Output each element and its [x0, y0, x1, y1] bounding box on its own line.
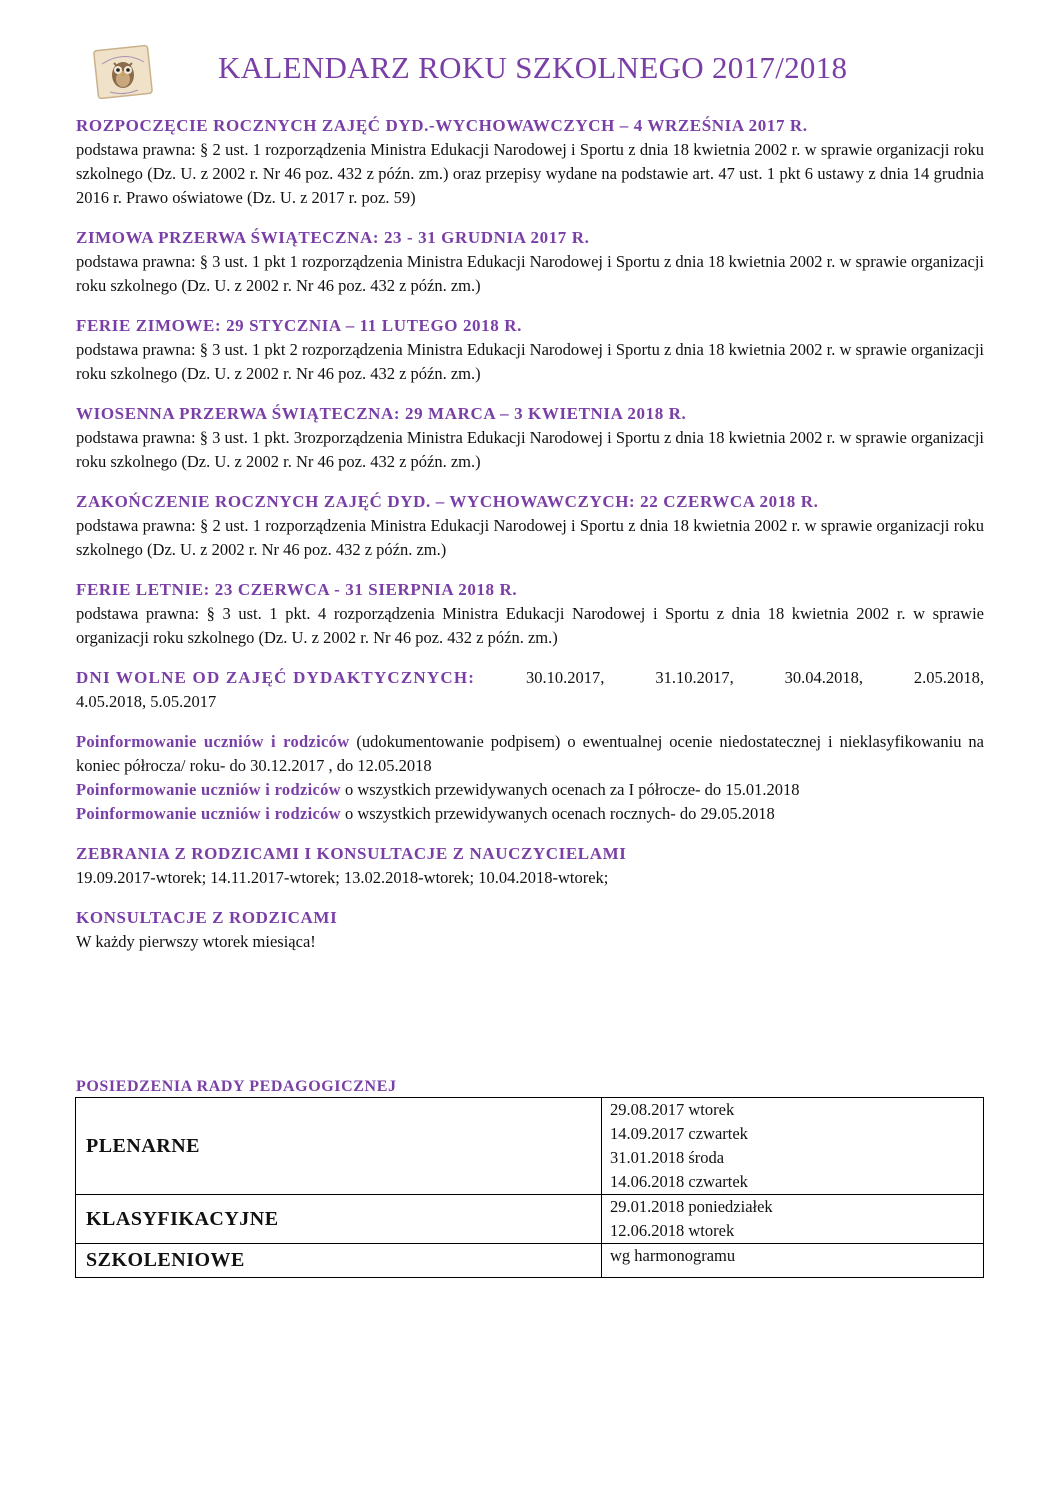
informing-text: (udokumentowanie podpisem) o ewentualnej ocenie niedostatecznej i nieklasyfikowaniu na koniec półrocza/ roku- do 30.12.2017 , do 12.05.2018 [76, 732, 985, 775]
section-summer-holidays [76, 578, 984, 650]
days-off-line [76, 666, 984, 690]
informing-line [76, 730, 984, 778]
days-off-date: 30.10.2017, [526, 668, 605, 687]
section-text: W każdy pierwszy wtorek miesiąca! [76, 932, 316, 951]
section-heading: KONSULTACJE Z RODZICAMI [76, 908, 338, 927]
section-spring-break [76, 402, 984, 474]
section-text: podstawa prawna: § 2 ust. 1 rozporządzenia Ministra Edukacji Narodowej i Sportu z dnia 18 kwietnia 2002 r. w sprawie organizacji roku szkolnego (Dz. U. z 2002 r. Nr 46 poz. 432 z późn. zm.) oraz przepisy wydane na podstawie art. 47 ust. 1 pkt 6 ustawy z dnia 14 grudnia 2016 r. Prawo oświatowe (Dz. U. z 2017 r. poz. 59) [76, 140, 984, 207]
section-heading: FERIE ZIMOWE: 29 STYCZNIA – 11 LUTEGO 2018 R. [76, 316, 522, 335]
section-heading: WIOSENNA PRZERWA ŚWIĄTECZNA: 29 MARCA – 3 KWIETNIA 2018 R. [76, 404, 687, 423]
row-label: SZKOLENIOWE [76, 1244, 602, 1278]
date-entry: 29.08.2017 wtorek [610, 1100, 735, 1119]
date-entry: 31.01.2018 środa [610, 1148, 725, 1167]
council-heading: POSIEDZENIA RADY PEDAGOGICZNEJ [76, 1078, 397, 1095]
days-off-date: 31.10.2017, [655, 668, 734, 687]
date-entry: 14.09.2017 czwartek [610, 1124, 748, 1143]
row-values [602, 1244, 984, 1278]
informing-text: o wszystkich przewidywanych ocenach za I półrocze- do 15.01.2018 [345, 780, 800, 799]
row-label: PLENARNE [76, 1098, 602, 1195]
informing-label: Poinformowanie uczniów i rodziców [76, 804, 341, 823]
section-consultations [76, 906, 984, 954]
days-off-heading: DNI WOLNE OD ZAJĘĆ DYDAKTYCZNYCH: [76, 668, 476, 687]
owl-logo-icon [92, 42, 156, 102]
table-row [76, 1195, 984, 1244]
informing-label: Poinformowanie uczniów i rodziców [76, 780, 341, 799]
section-informing [76, 730, 984, 826]
section-heading: ZIMOWA PRZERWA ŚWIĄTECZNA: 23 - 31 GRUDNIA 2017 R. [76, 228, 590, 247]
section-days-off [76, 666, 984, 714]
section-winter-holidays [76, 314, 984, 386]
section-text: podstawa prawna: § 3 ust. 1 pkt. 3rozporządzenia Ministra Edukacji Narodowej i Sportu z dnia 18 kwietnia 2002 r. w sprawie organizacji roku szkolnego (Dz. U. z 2002 r. Nr 46 poz. 432 z późn. zm.) [76, 428, 984, 471]
section-winter-break [76, 226, 984, 298]
calendar-content [76, 114, 984, 970]
section-text: podstawa prawna: § 2 ust. 1 rozporządzenia Ministra Edukacji Narodowej i Sportu z dnia 18 kwietnia 2002 r. w sprawie organizacji roku szkolnego (Dz. U. z 2002 r. Nr 46 poz. 432 z późn. zm.) [76, 516, 984, 559]
section-heading: ROZPOCZĘCIE ROCZNYCH ZAJĘĆ DYD.-WYCHOWAWCZYCH – 4 WRZEŚNIA 2017 R. [76, 116, 808, 135]
section-school-year-start [76, 114, 984, 210]
row-values [602, 1098, 984, 1195]
section-heading: ZEBRANIA Z RODZICAMI I KONSULTACJE Z NAUCZYCIELAMI [76, 844, 627, 863]
informing-label: Poinformowanie uczniów i rodziców [76, 732, 350, 751]
section-school-year-end [76, 490, 984, 562]
days-off-dates-continued: 4.05.2018, 5.05.2017 [76, 692, 217, 711]
section-text: podstawa prawna: § 3 ust. 1 pkt. 4 rozporządzenia Ministra Edukacji Narodowej i Sportu z dnia 18 kwietnia 2002 r. w sprawie organizacji roku szkolnego (Dz. U. z 2002 r. Nr 46 poz. 432 z późn. zm.) [76, 604, 984, 647]
date-entry: 14.06.2018 czwartek [610, 1172, 748, 1191]
table-row [76, 1098, 984, 1195]
section-heading: FERIE LETNIE: 23 CZERWCA - 31 SIERPNIA 2018 R. [76, 580, 518, 599]
section-text: podstawa prawna: § 3 ust. 1 pkt 2 rozporządzenia Ministra Edukacji Narodowej i Sportu z dnia 18 kwietnia 2002 r. w sprawie organizacji roku szkolnego (Dz. U. z 2002 r. Nr 46 poz. 432 z późn. zm.) [76, 340, 984, 383]
page-title: KALENDARZ ROKU SZKOLNEGO 2017/2018 [218, 50, 848, 85]
table-row [76, 1244, 984, 1278]
informing-line [76, 778, 984, 802]
section-text: 19.09.2017-wtorek; 14.11.2017-wtorek; 13.02.2018-wtorek; 10.04.2018-wtorek; [76, 868, 609, 887]
days-off-date: 30.04.2018, [784, 668, 863, 687]
date-entry: 12.06.2018 wtorek [610, 1221, 735, 1240]
row-label: KLASYFIKACYJNE [76, 1195, 602, 1244]
date-entry: 29.01.2018 poniedziałek [610, 1197, 773, 1216]
section-text: podstawa prawna: § 3 ust. 1 pkt 1 rozporządzenia Ministra Edukacji Narodowej i Sportu z dnia 18 kwietnia 2002 r. w sprawie organizacji roku szkolnego (Dz. U. z 2002 r. Nr 46 poz. 432 z późn. zm.) [76, 252, 984, 295]
council-table [75, 1097, 984, 1278]
informing-line [76, 802, 984, 826]
days-off-date: 2.05.2018, [913, 668, 984, 687]
informing-text: o wszystkich przewidywanych ocenach rocznych- do 29.05.2018 [345, 804, 775, 823]
section-heading: ZAKOŃCZENIE ROCZNYCH ZAJĘĆ DYD. – WYCHOWAWCZYCH: 22 CZERWCA 2018 R. [76, 492, 819, 511]
row-values [602, 1195, 984, 1244]
section-parent-meetings [76, 842, 984, 890]
date-entry: wg harmonogramu [610, 1246, 736, 1265]
